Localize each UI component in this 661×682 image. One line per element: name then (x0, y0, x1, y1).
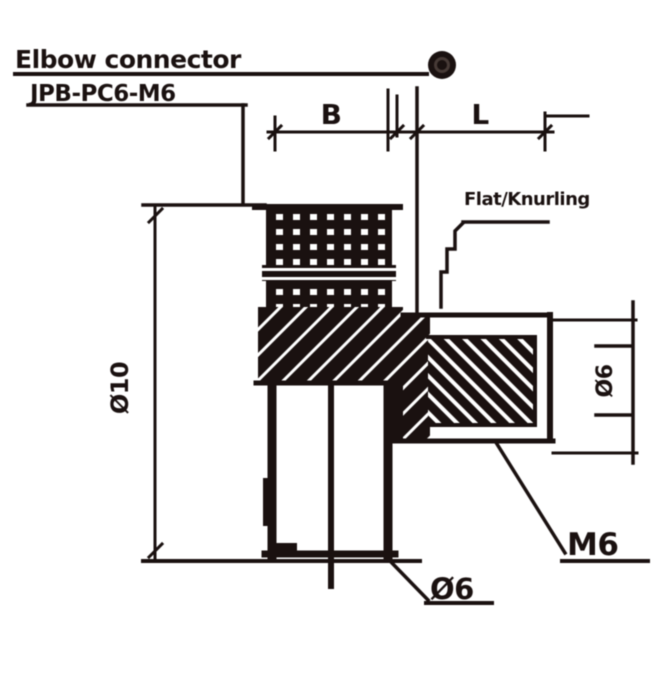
dimension-label-diameter: Ø6 (593, 364, 618, 398)
tube-size-label: Ø6 (430, 572, 474, 606)
male-thread-hatching (428, 337, 535, 425)
tube-end-step (275, 543, 297, 553)
part-number-leader (28, 105, 246, 203)
part-number: JPB-PC6-M6 (30, 81, 176, 107)
flat-knurling-label: Flat/Knurling (464, 189, 590, 210)
knurled-collar-lower (266, 281, 392, 307)
circle-marker-icon (428, 51, 456, 79)
knurled-collar-upper (266, 210, 392, 265)
tube-barb-detail (263, 478, 271, 526)
stem-shoulder (403, 315, 430, 440)
dimension-label-l: L (471, 98, 489, 131)
drawing-title: Elbow connector (15, 45, 241, 74)
elbow-fitting (255, 207, 553, 586)
collar-rib-band (262, 265, 396, 281)
header-block (15, 45, 456, 203)
dimension-label-b: B (320, 98, 342, 131)
thread-size-label: M6 (567, 527, 619, 563)
tube-stem (265, 385, 395, 586)
flat-knurling-leader (441, 222, 548, 307)
dimension-label-height: Ø10 (106, 361, 134, 415)
hex-body (258, 307, 403, 383)
